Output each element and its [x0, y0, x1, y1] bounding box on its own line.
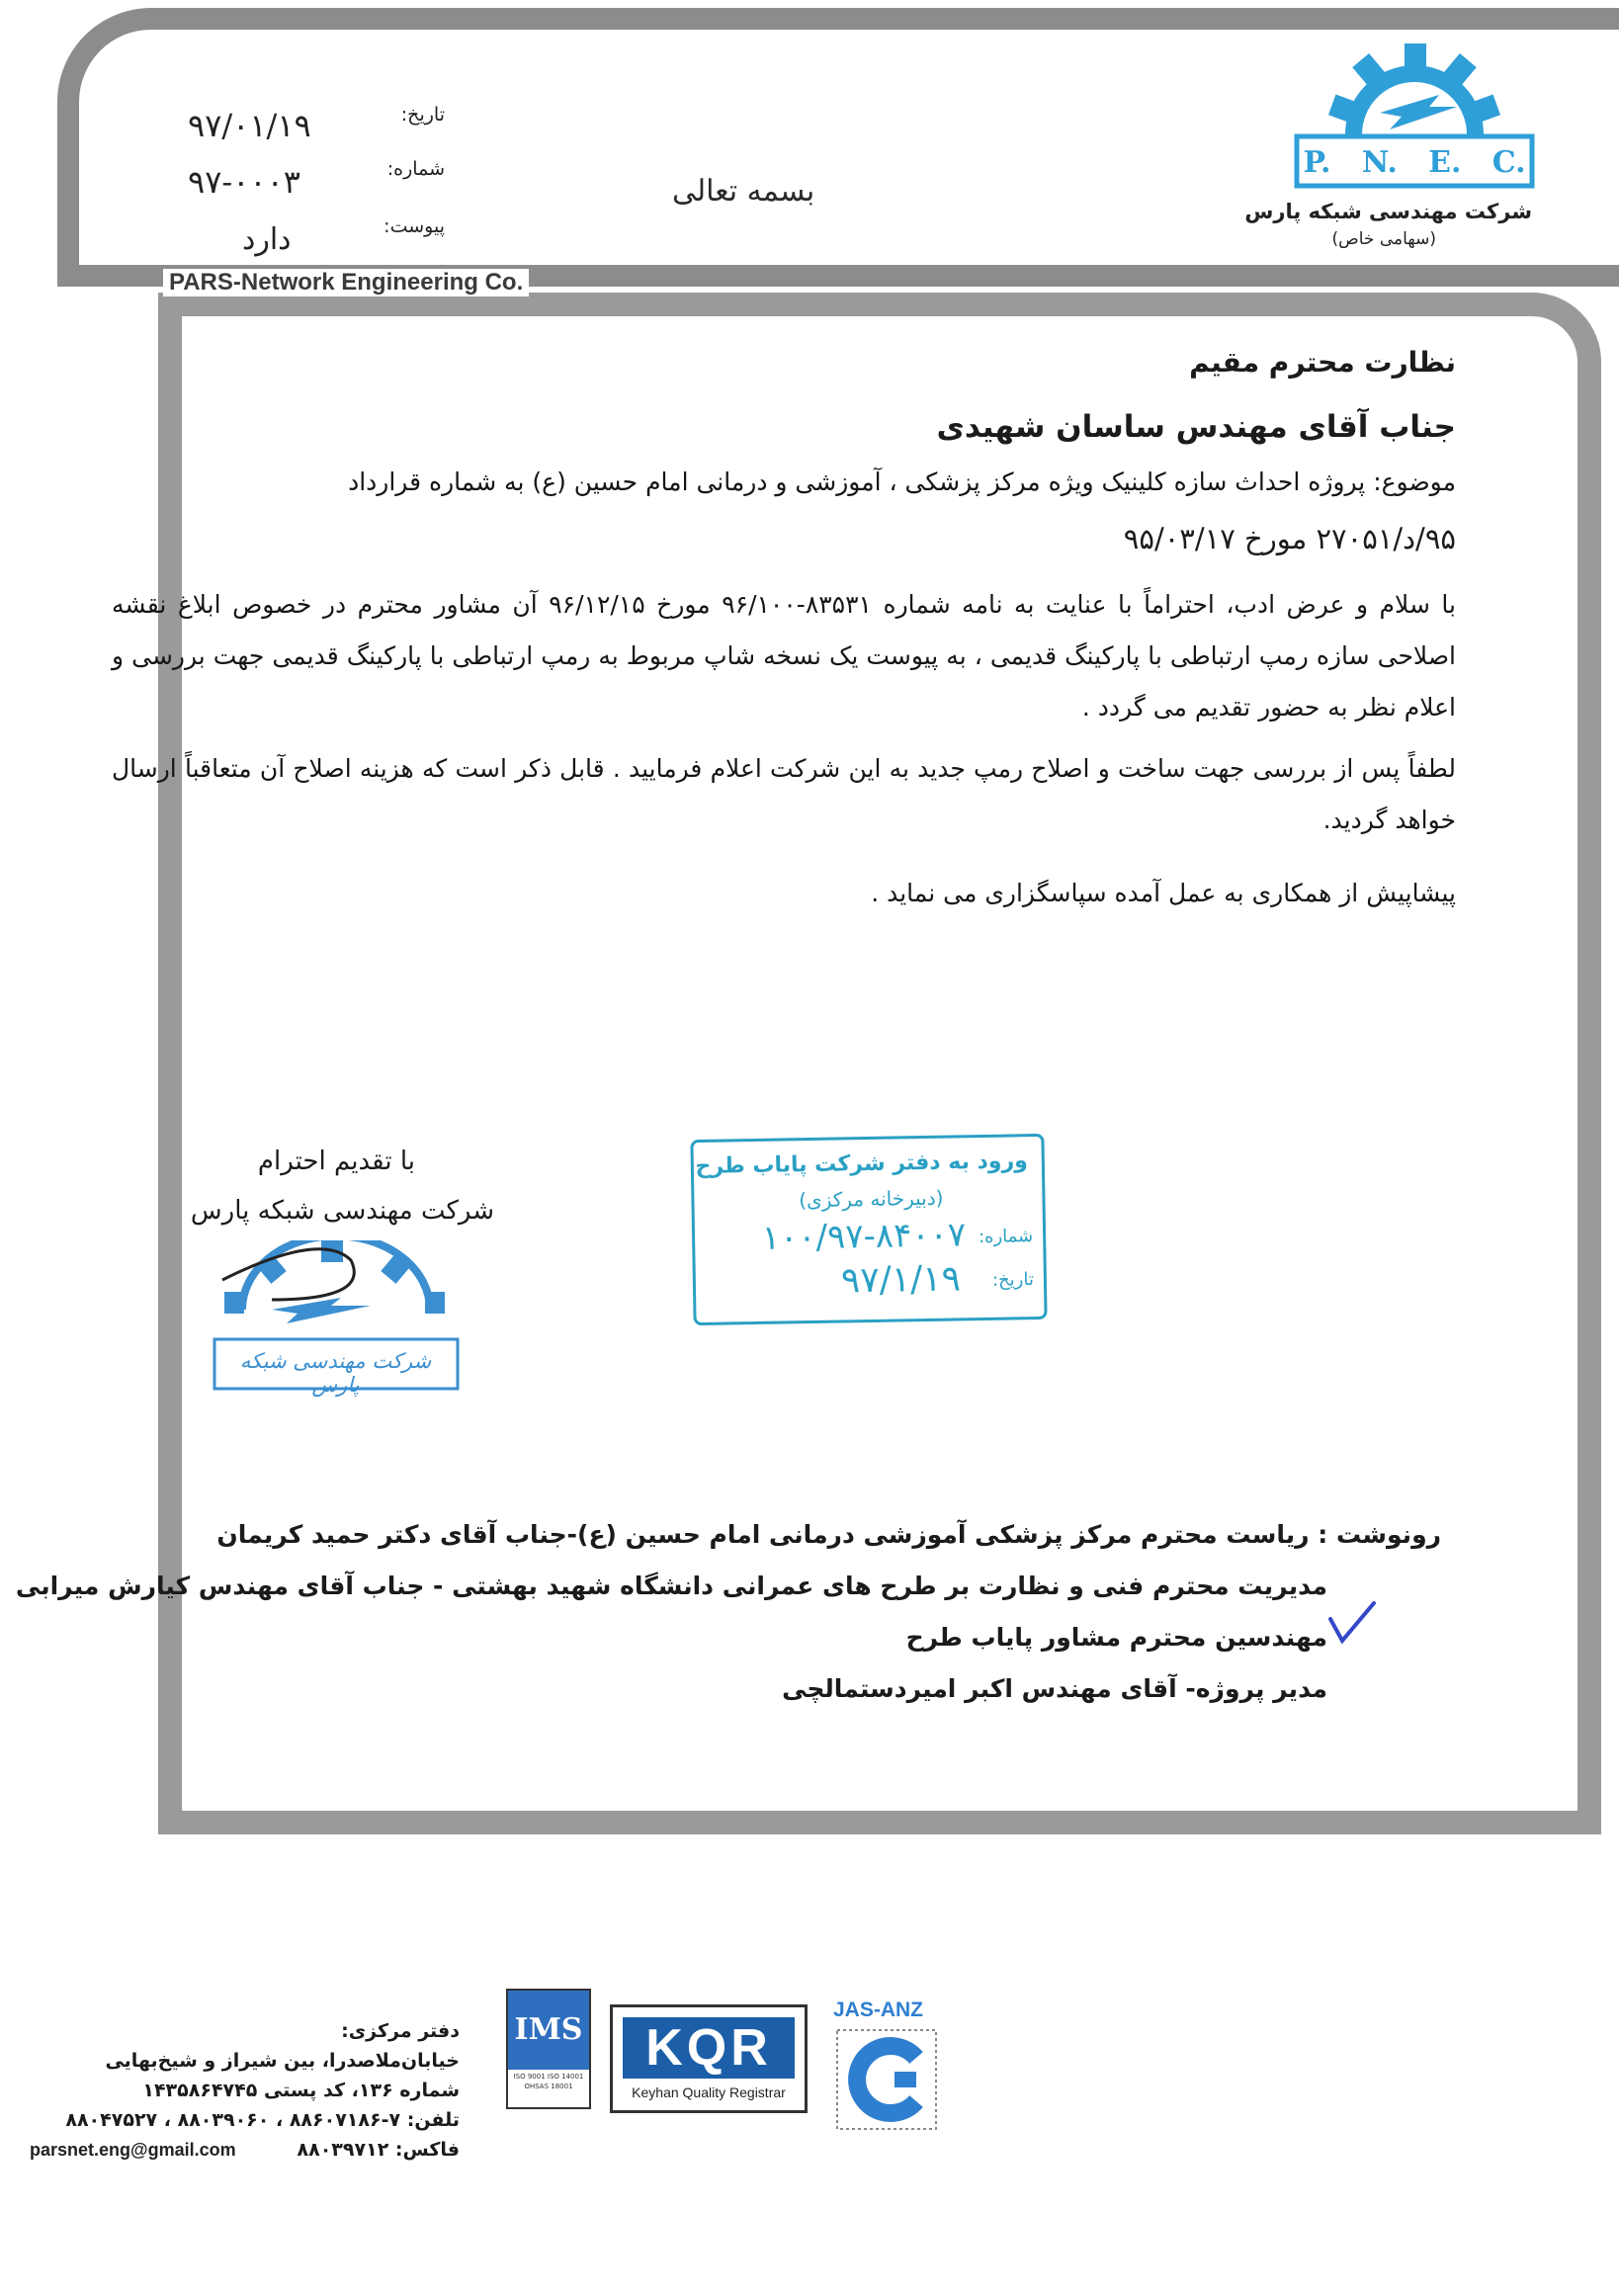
bismillah: بسمه تعالی	[672, 174, 815, 209]
number-value: ۹۷-۰۰۰۳	[188, 163, 300, 201]
address-line-2: شماره ۱۳۶، کد پستی ۱۴۳۵۸۶۴۷۴۵	[142, 2080, 460, 2101]
seal-text: شرکت مهندسی شبکه پارس	[239, 1349, 432, 1397]
cc-line-1: رونوشت : ریاست محترم مرکز پزشکی آموزشی درمانی امام حسین (ع)-جناب آقای دکتر حمید کریمان	[216, 1520, 1441, 1549]
kqr-logo	[610, 2004, 808, 2113]
jas-anz-logo-icon	[835, 2028, 939, 2132]
paragraph-1: با سلام و عرض ادب، احتراماً با عنایت به نامه شماره ۸۳۵۳۱-۹۶/۱۰۰ مورخ ۹۶/۱۲/۱۵ آن مشاور محترم در خصوص ابلاغ نقشه اصلاحی سازه رمپ ارتباطی با پارکینگ قدیمی ، به پیوست یک نسخه شاپ مربوط به رمپ ارتباطی با پارکینگ قدیمی جهت بررسی و اعلام نظر به حضور تقدیم می گردد .	[112, 590, 1456, 722]
company-name-fa: شرکت مهندسی شبکه پارس	[1244, 200, 1532, 223]
subject-line-1: موضوع: پروژه احداث سازه کلینیک ویژه مرکز پزشکی ، آموزشی و درمانی امام حسین (ع) به شماره قرارداد	[348, 468, 1456, 496]
email: parsnet.eng@gmail.com	[30, 2139, 236, 2160]
date-label: تاریخ:	[400, 104, 445, 126]
stamp-line-1: ورود به دفتر شرکت پایاب طرح	[695, 1148, 1029, 1180]
company-name-en: PARS-Network Engineering Co.	[163, 269, 529, 297]
paragraph-2: لطفاً پس از بررسی جهت ساخت و اصلاح رمپ جدید به این شرکت اعلام فرمایید . قابل ذکر است که هزینه اصلاح آن متعاقباً ارسال خواهد گردید.	[112, 754, 1456, 834]
ims-logo	[506, 1989, 591, 2109]
phone-line: تلفن: ۷-۸۸۶۰۷۱۸۶ ، ۸۸۰۳۹۰۶۰ ، ۸۸۰۴۷۵۲۷	[65, 2109, 460, 2131]
ims-sub: ISO 9001 ISO 14001 OHSAS 18001	[513, 2073, 584, 2090]
paragraph-3: پیشاپیش از همکاری به عمل آمده سپاسگزاری می نماید .	[871, 879, 1456, 907]
stamp-date-value: ۹۷/۱/۱۹	[840, 1258, 962, 1302]
signature-company: شرکت مهندسی شبکه پارس	[190, 1196, 494, 1226]
kqr-text: KQR	[623, 2017, 795, 2079]
office-label: دفتر مرکزی:	[341, 2020, 460, 2042]
attachment-label: پیوست:	[383, 215, 445, 237]
fax-line: فاکس: ۸۸۰۳۹۷۱۲	[297, 2139, 460, 2161]
recipient-1: نظارت محترم مقیم	[1189, 346, 1456, 379]
number-label: شماره:	[386, 158, 445, 180]
jas-anz-text: JAS-ANZ	[833, 1998, 924, 2021]
received-stamp	[690, 1134, 1047, 1325]
checkmark-icon	[1326, 1599, 1378, 1647]
stamp-line-2: (دبیرخانه مرکزی)	[799, 1185, 944, 1213]
attachment-value: دارد	[242, 222, 292, 257]
company-type: (سهامی خاص)	[1331, 229, 1436, 249]
logo-text: P. N. E. C.	[1303, 145, 1526, 180]
address-line-1: خیابان‌ملاصدرا، بین شیراز و شیخ‌بهایی	[105, 2050, 460, 2072]
stamp-date-label: تاریخ:	[991, 1269, 1035, 1291]
subject-line-2: ۹۵/د/۲۷۰۵۱ مورخ ۹۵/۰۳/۱۷	[1123, 522, 1456, 555]
signature-closing: با تقدیم احترام	[257, 1147, 415, 1176]
cc-line-2: مدیریت محترم فنی و نظارت بر طرح های عمرانی دانشگاه شهید بهشتی - جناب آقای مهندس کیارش میرابی	[15, 1572, 1327, 1600]
stamp-number-label: شماره:	[978, 1226, 1034, 1248]
footer-address	[30, 2016, 460, 2165]
stamp-number-value: ۱۰۰/۹۷-۸۴۰۰۷	[761, 1215, 967, 1258]
ims-text: IMS	[508, 1991, 589, 2070]
recipient-2: جناب آقای مهندس ساسان شهیدی	[936, 409, 1456, 445]
kqr-sub: Keyhan Quality Registrar	[632, 2084, 786, 2100]
date-value: ۹۷/۰۱/۱۹	[188, 107, 311, 144]
cc-line-3: مهندسین محترم مشاور پایاب طرح	[905, 1623, 1327, 1652]
cc-line-4: مدیر پروژه- آقای مهندس اکبر امیردستمالچی	[782, 1674, 1327, 1703]
